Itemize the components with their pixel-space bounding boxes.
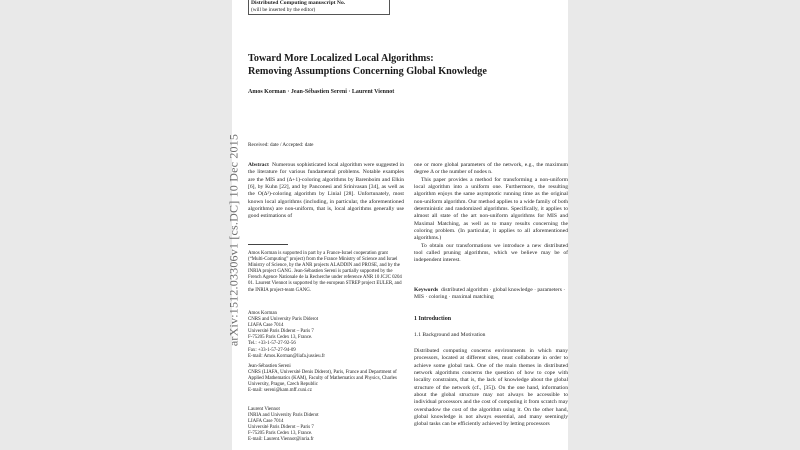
affiliation-line: LIAFA Case 7014 [248, 323, 284, 329]
keywords-text: distributed algorithm · global knowledge · parameters · MIS · coloring · maximal matching [414, 287, 566, 301]
affiliation-email[interactable]: E-mail: Amos.Korman@liafa.jussieu.fr [248, 353, 326, 359]
arxiv-stamp [228, 120, 240, 360]
affiliation-line: Jean-Sébastien Sereni [248, 364, 291, 369]
paper-page [226, 0, 568, 450]
journal-name: Distributed Computing manuscript No. [251, 0, 346, 6]
editor-note: (will be inserted by the editor) [251, 6, 316, 13]
affiliation-sereni [248, 364, 404, 394]
abstract-paragraph: To obtain our transformations we introduce a new distributed tool called pruning algorithms, which we believe may be of independent interest. [414, 242, 568, 264]
affiliation-line: Tel.: +33-1-57-27-92-56 [248, 341, 296, 347]
affiliation-line: Université Paris Diderot – Paris 7 [248, 425, 314, 431]
footnote-rule [248, 244, 288, 245]
manuscript-header-box [248, 0, 390, 15]
abstract-text: Numerous sophisticated local algorithm were suggested in the literature for various fundamental problems. Notable examples are the MIS and (Δ+1)-coloring algorithms by Barenboim and Elkin [6], by Kuhn [22], and by Panconesi and Srinivasan [34], as well as the O(Δ²)-coloring algorithm by Linial [28]. Unfortunately, most known local algorithms (including, in particular, the aforementioned algorithms) are non-uniform, that is, local algorithms generally use good estimations of [248, 162, 404, 220]
title-line-1: Toward More Localized Local Algorithms: [248, 53, 434, 64]
right-margin-background [568, 0, 800, 450]
affiliation-korman [248, 311, 404, 360]
affiliation-line: LIAFA Case 7014 [248, 419, 284, 425]
affiliation-line: Fax: +33-1-57-27-94-09 [248, 347, 296, 353]
affiliation-line: Laurent Viennot [248, 407, 280, 412]
affiliation-line: Université Paris Diderot – Paris 7 [248, 329, 314, 335]
keywords-label: Keywords [414, 287, 439, 293]
abstract-paragraph: This paper provides a method for transforming a non-uniform local algorithm into a uniform one. Furthermore, the resulting algorithm enjoys the same asymptotic running time as the original non-uniform algorithm. Our method applies to a wide family of both deterministic and randomized algorithms. Specifically, it applies to almost all state of the art non-uniform algorithms for MIS and Maximal Matching, as well as to many results concerning the coloring problem. (In particular, it applies to all aforementioned algorithms.) [414, 176, 568, 242]
support-footnote: Amos Korman is supported in part by a France-Israel cooperation grant (“Multi-Computing” project) from the France Ministry of Science and Israel Ministry of Science, by the ANR projects ALADDIN and PROSE, and by the INRIA project GANG. Jean-Sébastien Sereni is partially supported by the French Agence Nationale de la Recherche under reference ANR 10 JCJC 0204 01. Laurent Viennot is supported by the european STREP project EULER, and the INRIA project-team GANG. [248, 251, 402, 293]
abstract-block [248, 162, 404, 221]
subsection-heading: 1.1 Background and Motivation [414, 332, 486, 338]
arxiv-stamp-text: arXiv:1512.03306v1 [cs.DC] 10 Dec 2015 [226, 133, 241, 347]
affiliation-email[interactable]: E-mail: Laurent.Viennot@inria.fr [248, 437, 314, 443]
affiliation-line: Amos Korman [248, 311, 277, 316]
received-date: Received: date / Accepted: date [248, 142, 314, 148]
abstract-label: Abstract [248, 162, 269, 168]
title-line-2: Removing Assumptions Concerning Global Knowledge [248, 66, 487, 77]
left-margin-background [0, 0, 232, 450]
section-heading: 1 Introduction [414, 316, 452, 322]
author-list: Amos Korman · Jean-Sébastien Sereni · Laurent Viennot [248, 89, 395, 95]
abstract-paragraph: one or more global parameters of the network, e.g., the maximum degree Δ or the number of nodes n. [414, 162, 568, 176]
affiliation-line: F-75205 Paris Cedex 13, France. [248, 431, 313, 437]
keywords-block [414, 287, 568, 302]
affiliation-line: INRIA and University Paris Diderot [248, 413, 319, 419]
affiliation-viennot [248, 407, 404, 444]
affiliation-line: CNRS (LIAFA, Université Denis Diderot), Paris, France and Department of Applied Mathematics (KAM), Faculty of Mathematics and Physics, Charles University, Prague, Czech Republic [248, 370, 397, 388]
introduction-text: Distributed computing concerns environments in which many processors, located at different sites, must collaborate in order to achieve some global task. One of the main themes in distributed network algorithms concerns the question of how to cope with locality constraints, that is, the lack of knowledge about the global structure of the network (cf., [35]). On the one hand, information about the global structure may not always be accessible to individual processors and the cost of computing it from scratch may overshadow the cost of the algorithm using it. On the other hand, global knowledge is not always essential, and many seemingly global tasks can be efficiently achieved by letting processors [414, 348, 568, 428]
affiliation-line: F-75205 Paris Cedex 13, France. [248, 335, 313, 341]
abstract-continued [414, 162, 568, 265]
affiliation-email[interactable]: E-mail: sereni@kam.mff.cuni.cz [248, 388, 312, 394]
paper-title [248, 52, 548, 78]
affiliation-line: CNRS and University Paris Diderot [248, 317, 319, 323]
